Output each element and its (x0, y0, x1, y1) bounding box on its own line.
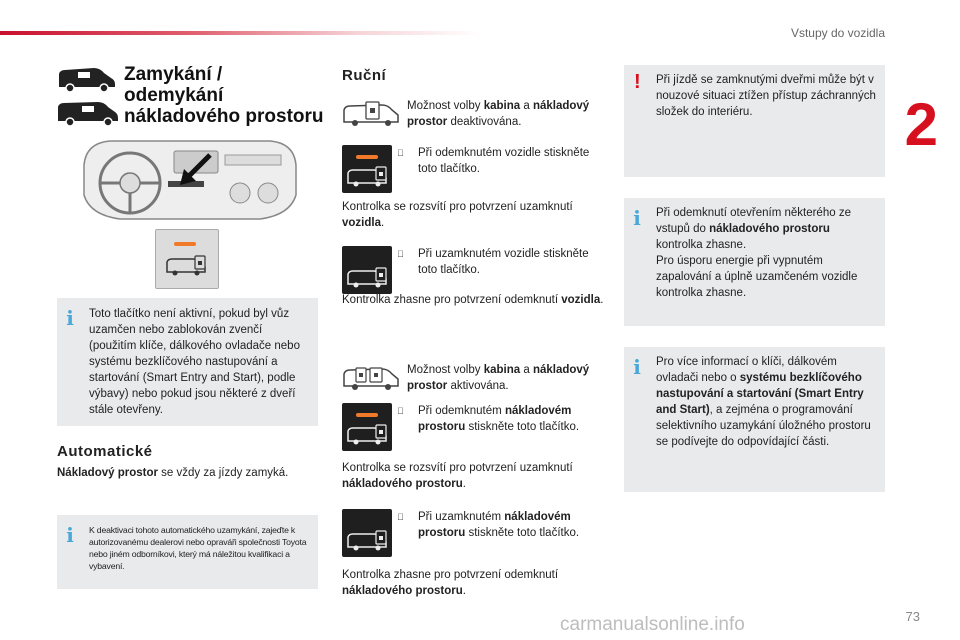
automatic-rest: se vždy za jízdy zamyká. (157, 467, 289, 479)
info-icon: i (633, 355, 641, 379)
lock-button-image (342, 145, 392, 193)
cab-van-option-icon (342, 100, 400, 128)
bullet-icon (397, 246, 404, 262)
button-led (356, 155, 378, 159)
title-line-1: Zamykání / (124, 64, 223, 85)
text-part: Při odemknutí otevřením některého ze vstupů do (656, 207, 851, 235)
text-part: . (462, 478, 466, 490)
lock-button-image (342, 509, 392, 557)
text-part: Možnost volby (407, 100, 484, 112)
title-line-3: nákladového prostoru (124, 106, 324, 127)
text-bold: nákladového prostoru (342, 478, 463, 490)
automatic-text (57, 465, 322, 481)
text-part: stiskněte toto tlačítko. (465, 527, 580, 539)
text-part: . (600, 294, 604, 306)
cab-cargo-option-icon (342, 364, 400, 392)
text-part: Kontrolka zhasne pro potvrzení odemknutí (342, 294, 562, 306)
text-part: kontrolka zhasne. (656, 239, 747, 251)
text-bold: kabina (483, 364, 521, 376)
info-text (656, 354, 877, 450)
header-rule (0, 31, 480, 35)
note-inactive-button (57, 298, 318, 426)
text-part: Při odemknutém (418, 405, 505, 417)
step-text: Při uzamknutém vozidle stiskněte toto tlačítko. (418, 248, 589, 276)
note-text: Toto tlačítko není aktivní, pokud byl vůz uzamčen nebo zablokován zvenčí (použitím klíče, dálkového ovladače nebo systému bezklíčového nastupování a startování (Smart Entry and Start), podle výbavy) nebo pokud jsou některé z dveří stále otevřeny. (89, 308, 300, 416)
lock-button-image (342, 403, 392, 451)
text-part: Kontrolka zhasne pro potvrzení odemknutí (342, 569, 559, 581)
button-led (174, 242, 196, 246)
text-part: , a zejména o programování selektivního uzamykání úložného prostoru se podívejte do odpovídající části. (656, 404, 871, 448)
bullet-icon (397, 145, 404, 161)
text-part: deaktivována. (447, 116, 522, 128)
option-deactivated-text (407, 98, 607, 130)
page-number: 73 (905, 609, 920, 624)
text-bold: vozidla (342, 217, 381, 229)
text-bold: systému bezklíčového nastupování a startování (Smart Entry and Start) (656, 372, 864, 416)
section-title: Vstupy do vozidla (790, 26, 885, 40)
info-icon: i (633, 206, 641, 230)
text-part: Možnost volby (407, 364, 484, 376)
text-part: Při uzamknutém (418, 511, 505, 523)
result-text (342, 292, 607, 308)
warning-box (624, 65, 885, 177)
text-bold: nákladový prostor (407, 100, 590, 128)
info-icon: i (66, 523, 74, 547)
van-lock-icon (346, 266, 390, 290)
text-part: stiskněte toto tlačítko. (465, 421, 580, 433)
option-activated-text (407, 362, 607, 394)
text-part: Kontrolka se rozsvítí pro potvrzení uzamknutí (342, 201, 573, 213)
text-part: Pro úsporu energie při vypnutém zapalování a úplně uzamčeném vozidle kontrolka zhasne. (656, 255, 858, 299)
note-text: K deaktivaci tohoto automatického uzamykání, zajeďte k autorizovanému dealerovi nebo opraváři společnosti Toyota nebo jiném odborníkovi, který má náležitou kvalifikaci a vybavení. (89, 525, 307, 571)
automatic-bold: Nákladový prostor (57, 467, 158, 479)
step-text: Při odemknutém vozidle stiskněte toto tlačítko. (418, 147, 590, 175)
van-lock-icon (165, 254, 209, 278)
info-icon: i (66, 306, 74, 330)
text-part: . (462, 585, 466, 597)
text-part: . (380, 217, 385, 229)
title-line-2: odemykání (124, 85, 224, 106)
button-led (356, 413, 378, 417)
step-text (418, 509, 603, 541)
text-part: Kontrolka se rozsvítí pro potvrzení uzamknutí (342, 462, 573, 474)
text-part: a (520, 100, 533, 112)
chapter-number: 2 (904, 91, 938, 158)
van-lock-icon (346, 529, 390, 553)
warning-icon: ! (634, 71, 641, 93)
result-text (342, 567, 607, 599)
long-van-icon (56, 98, 120, 128)
cargo-lock-button-closeup (155, 229, 219, 289)
result-text (342, 199, 607, 231)
result-text (342, 460, 607, 492)
text-bold: kabina (483, 100, 521, 112)
van-lock-icon (346, 165, 390, 189)
warning-text: Při jízdě se zamknutými dveřmi může být v nouzové situaci ztížen přístup záchranných složek do interiéru. (656, 74, 876, 118)
section-heading-automatic: Automatické (57, 443, 153, 460)
section-heading-manual: Ruční (342, 67, 387, 84)
short-van-icon (56, 64, 118, 94)
lock-button-image (342, 246, 392, 294)
text-part: Pro více informací o klíči, dálkovém ovladači nebo o (656, 356, 837, 384)
text-bold: nákladového prostoru (709, 223, 830, 235)
page-title (124, 64, 324, 127)
dashboard-illustration (80, 135, 300, 230)
van-lock-icon (346, 423, 390, 447)
text-bold: vozidla (561, 294, 601, 306)
info-box-indicator (624, 198, 885, 326)
note-deactivation (57, 515, 318, 589)
bullet-icon (397, 403, 404, 419)
text-bold: nákladového prostoru (342, 585, 463, 597)
bullet-icon (397, 509, 404, 525)
watermark: carmanualsonline.info (560, 614, 745, 635)
info-box-more (624, 347, 885, 492)
text-bold: nákladový prostor (407, 364, 590, 392)
text-part: a (520, 364, 533, 376)
info-text (656, 205, 877, 301)
text-part: aktivována. (447, 380, 509, 392)
text-bold: nákladovém prostoru (418, 511, 571, 539)
text-bold: nákladovém prostoru (418, 405, 572, 433)
step-text (418, 403, 603, 435)
